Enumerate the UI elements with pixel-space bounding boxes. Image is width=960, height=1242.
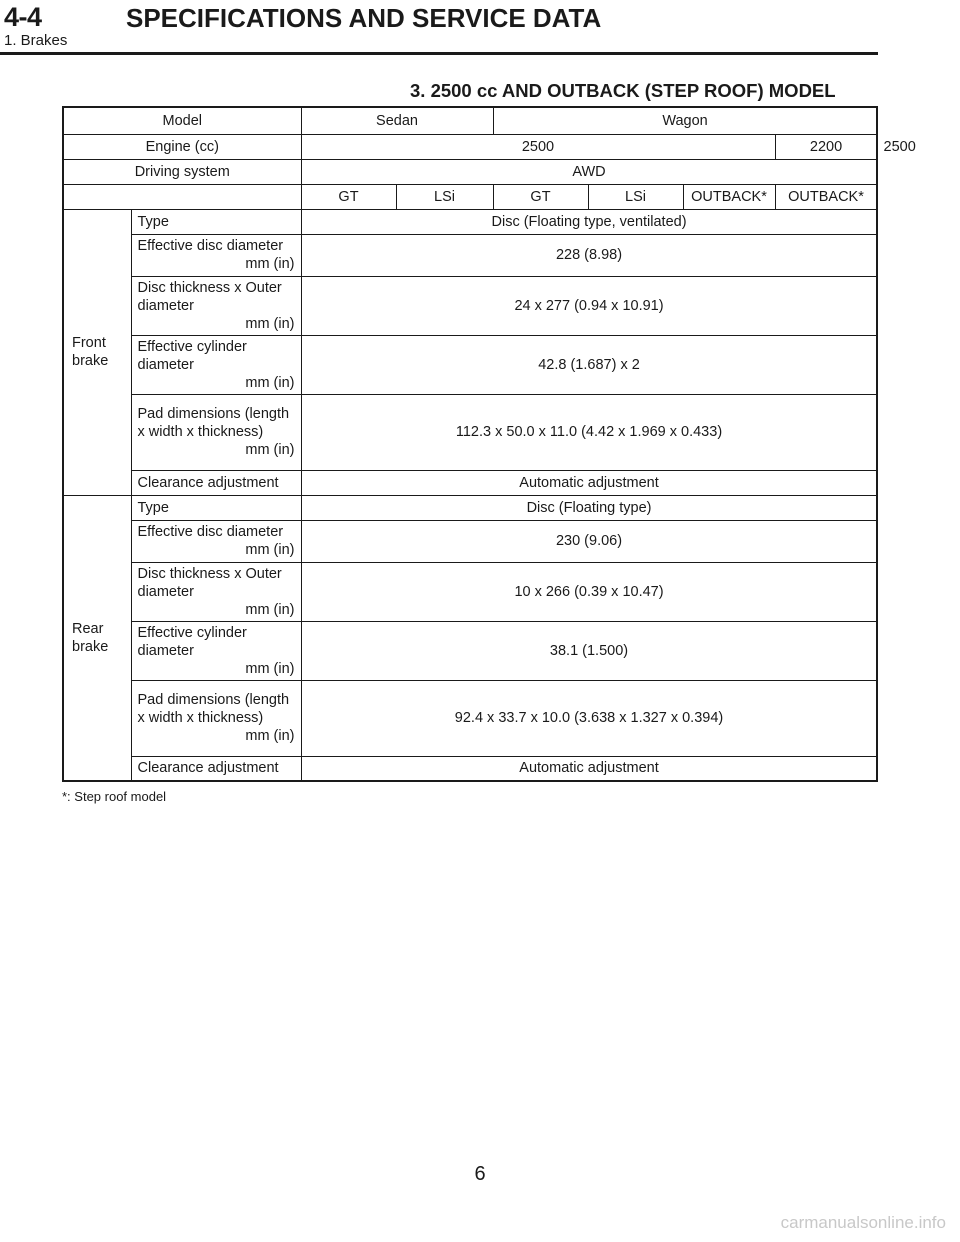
spec-value: Disc (Floating type, ventilated) xyxy=(301,209,877,234)
spec-label-cell xyxy=(131,234,301,276)
grade-cell: GT xyxy=(493,184,588,209)
engine-value: 2500 xyxy=(301,134,775,159)
rear-brake-group: Rear brake xyxy=(63,495,131,781)
rear-row xyxy=(63,562,877,621)
spec-value: Automatic adjustment xyxy=(301,756,877,781)
footnote: *: Step roof model xyxy=(62,789,167,804)
spec-label-cell xyxy=(131,276,301,335)
rear-row xyxy=(63,495,877,520)
spec-value: Disc (Floating type) xyxy=(301,495,877,520)
spec-label-cell xyxy=(131,520,301,562)
rear-row xyxy=(63,756,877,781)
spec-value: 24 x 277 (0.94 x 10.91) xyxy=(301,276,877,335)
driving-label: Driving system xyxy=(63,159,301,184)
engine-row: Engine (cc) 2500 2200 2500 xyxy=(63,134,877,159)
spec-value: 112.3 x 50.0 x 11.0 (4.42 x 1.969 x 0.433) xyxy=(301,394,877,470)
spec-unit: mm (in) xyxy=(245,374,295,391)
front-row xyxy=(63,276,877,335)
spec-value: Automatic adjustment xyxy=(301,470,877,495)
grade-cell: GT xyxy=(301,184,396,209)
spec-value: 230 (9.06) xyxy=(301,520,877,562)
spec-unit: mm (in) xyxy=(245,601,295,618)
spec-value: 92.4 x 33.7 x 10.0 (3.638 x 1.327 x 0.394) xyxy=(301,680,877,756)
section-title: 3. 2500 cc AND OUTBACK (STEP ROOF) MODEL xyxy=(410,80,836,101)
spec-label: Effective disc diameter xyxy=(137,524,284,540)
spec-label: Disc thickness x Outer diameter xyxy=(137,279,282,314)
grade-corner xyxy=(63,184,301,209)
spec-unit: mm (in) xyxy=(245,728,295,744)
sedan-header: Sedan xyxy=(301,107,493,134)
grade-cell: LSi xyxy=(588,184,683,209)
spec-label-cell xyxy=(131,335,301,394)
spec-label-cell xyxy=(131,621,301,680)
model-label: Model xyxy=(63,107,301,134)
page-subtitle: 1. Brakes xyxy=(4,32,68,49)
grade-cell: OUTBACK* xyxy=(775,184,877,209)
spec-unit: mm (in) xyxy=(245,442,295,458)
spec-value: 42.8 (1.687) x 2 xyxy=(301,335,877,394)
rear-row xyxy=(63,520,877,562)
spec-label: Type xyxy=(131,495,301,520)
spec-value: 38.1 (1.500) xyxy=(301,621,877,680)
spec-label-cell xyxy=(131,680,301,756)
spec-unit: mm (in) xyxy=(245,542,295,558)
page-title: SPECIFICATIONS AND SERVICE DATA xyxy=(126,3,602,33)
front-row xyxy=(63,335,877,394)
spec-label-cell xyxy=(131,562,301,621)
front-row xyxy=(63,394,877,470)
front-row xyxy=(63,209,877,234)
watermark: carmanualsonline.info xyxy=(780,1213,946,1232)
wagon-header: Wagon xyxy=(493,107,877,134)
spec-label: Pad dimensions (length x width x thickness) xyxy=(137,692,290,726)
spec-label: Type xyxy=(131,209,301,234)
spec-label-cell xyxy=(131,394,301,470)
spec-label: Effective cylinder diameter xyxy=(137,624,247,659)
spec-unit: mm (in) xyxy=(245,315,295,332)
front-brake-group: Front brake xyxy=(63,209,131,495)
grade-cell: OUTBACK* xyxy=(683,184,775,209)
grade-row xyxy=(63,184,877,209)
rear-row xyxy=(63,621,877,680)
model-row xyxy=(63,107,877,134)
spec-table xyxy=(62,106,916,782)
front-row xyxy=(63,234,877,276)
spec-value: 228 (8.98) xyxy=(301,234,877,276)
page-number: 6 xyxy=(474,1163,486,1185)
rear-row xyxy=(63,680,877,756)
spec-label: Effective cylinder diameter xyxy=(137,338,247,373)
front-row xyxy=(63,470,877,495)
grade-cell: LSi xyxy=(396,184,493,209)
header-rule xyxy=(0,52,878,55)
driving-row xyxy=(63,159,877,184)
section-code: 4-4 xyxy=(4,2,42,32)
spec-label: Clearance adjustment xyxy=(131,756,301,781)
spec-unit: mm (in) xyxy=(245,256,295,272)
spec-label: Effective disc diameter xyxy=(137,238,284,254)
spec-unit: mm (in) xyxy=(245,660,295,677)
driving-value: AWD xyxy=(301,159,877,184)
spec-label: Clearance adjustment xyxy=(131,470,301,495)
spec-value: 10 x 266 (0.39 x 10.47) xyxy=(301,562,877,621)
spec-label: Pad dimensions (length x width x thickness) xyxy=(137,406,290,440)
engine-value: 2200 xyxy=(775,134,877,159)
engine-label: Engine (cc) xyxy=(63,134,301,159)
spec-label: Disc thickness x Outer diameter xyxy=(137,565,282,600)
